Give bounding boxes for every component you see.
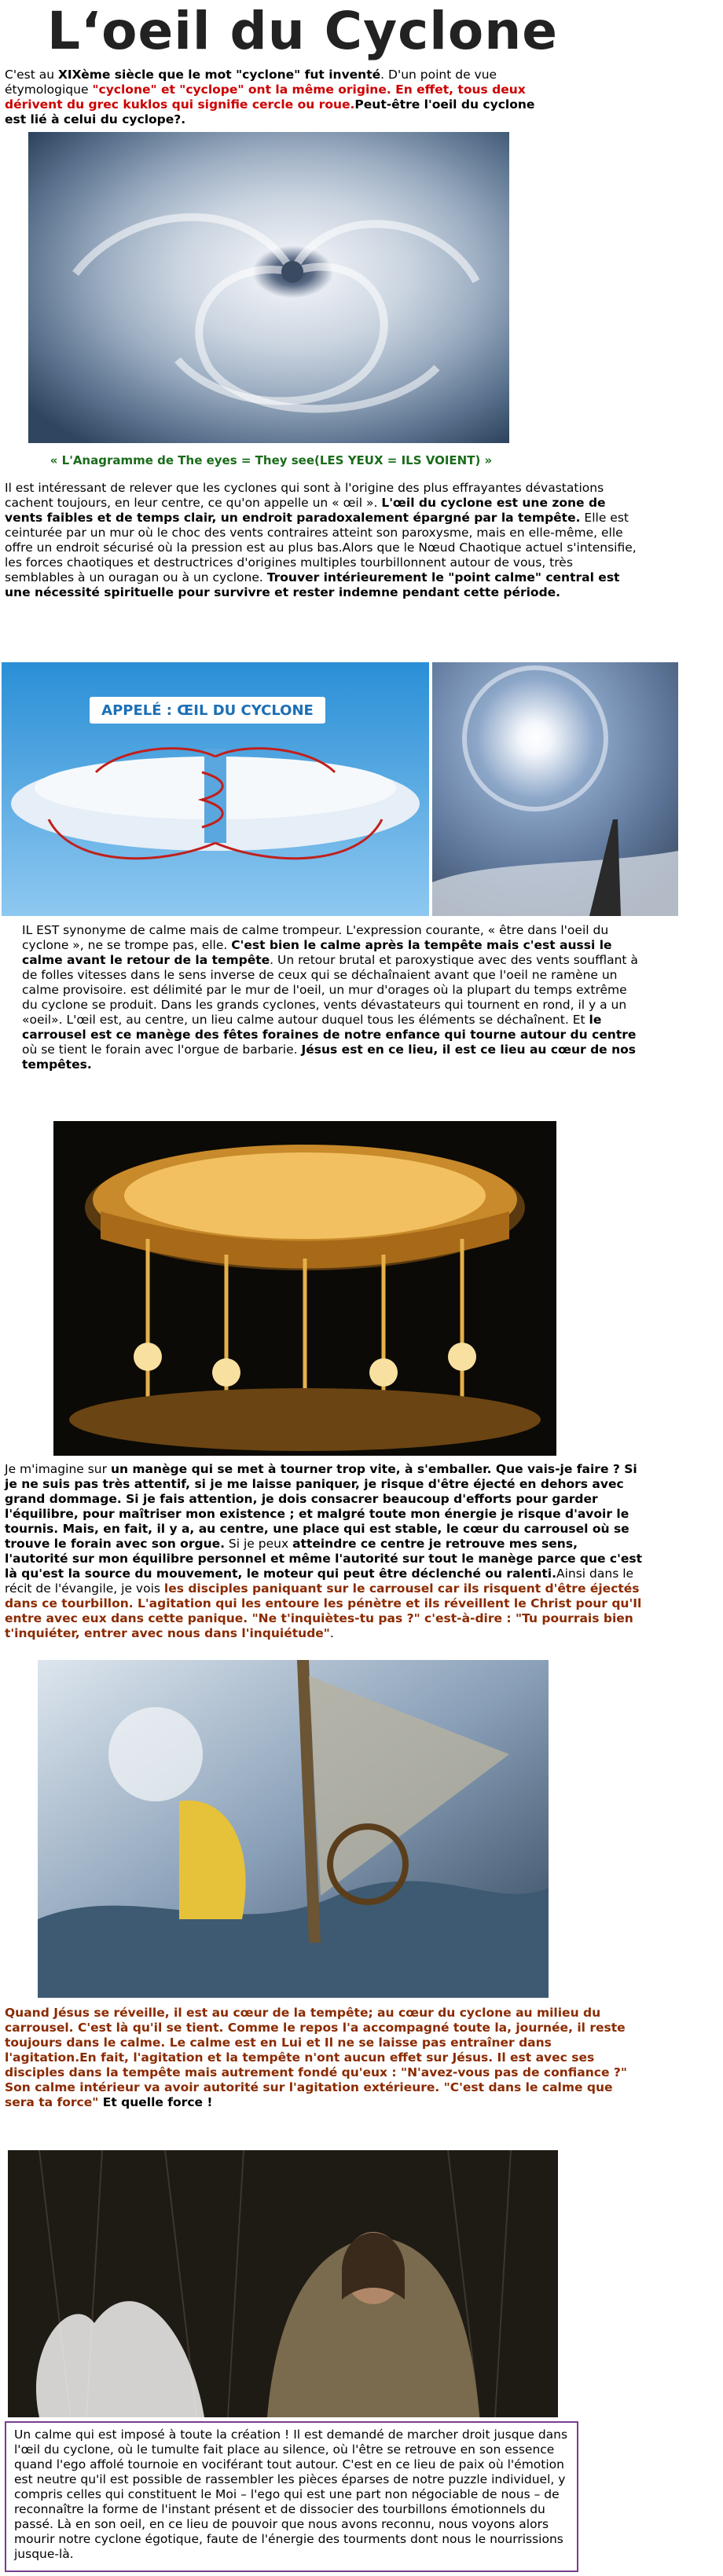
s3-bold-1: C'est bien le calme après la tempête mais c'est aussi le calme avant le retour de la tempête <box>22 938 612 967</box>
cyclone-diagram-image <box>2 662 429 916</box>
s4-bold-2: atteindre ce centre je retrouve mes sens, l'autorité sur mon équilibre personnel et même l'autorité sur tout le manège parce que c'est là qu'est la source du mouvement, le moteur qui peut être déclenché ou ralenti. <box>5 1537 642 1581</box>
intro-century: XIXème siècle que le mot "cyclone" fut inventé <box>57 68 381 82</box>
s3-bold-2: le carrousel est ce manège des fêtes foraines de notre enfance qui tourne autour du centre <box>22 1013 637 1042</box>
intro-paragraph <box>5 68 555 127</box>
section-2-paragraph <box>5 481 643 600</box>
s2-bold-1: L'œil du cyclone est une zone de vents faibles et de temps clair, un endroit paradoxalement épargné par la tempête. <box>5 496 606 525</box>
s4-text-4: . <box>329 1626 334 1640</box>
section-6-box <box>5 2421 578 2572</box>
s5-dark-text: Quand Jésus se réveille, il est au cœur de la tempête; au cœur du cyclone au milieu du carrousel. C'est là qu'il se tient. Comme le repos l'a accompagné toute la, journée, il reste toujours dans le calme. Le calme est en Lui et Il ne se laisse pas entraîner dans l'agitation.En fait, l'agitation et la tempête n'ont aucun effet sur Jésus. Il est avec ses disciples dans la tempête mais autrement fondé qu'eux : "N'avez-vous pas de confiance ?" Son calme intérieur va avoir autorité sur l'agitation extérieure. "C'est dans le calme que sera ta force" <box>5 2006 627 2109</box>
s4-text-1: Je m'imagine sur <box>5 1462 111 1476</box>
section-5-paragraph <box>5 2006 643 2110</box>
diagram-label: APPELÉ : ŒIL DU CYCLONE <box>101 702 314 719</box>
s5-text-1: Et quelle force ! <box>98 2095 213 2109</box>
s3-text-3: où se tient le forain avec l'orgue de barbarie. <box>22 1042 302 1057</box>
sky-sun-image <box>432 662 678 916</box>
anagram-caption: « L'Anagramme de The eyes = They see(LES YEUX = ILS VOIENT) » <box>50 453 493 467</box>
carousel-image <box>53 1121 556 1456</box>
storm-ship-painting <box>38 1660 549 1998</box>
s6-text: Un calme qui est imposé à toute la création ! Il est demandé de marcher droit jusque dans l'œil du cyclone, où le tumulte fait place au silence, où l'être se retrouve en son essence quand l'ego affolé tournoie en vociférant tout autour. C'est en ce lieu de paix où l'émotion est neutre qu'il est possible de rassembler les pièces éparses de notre puzzle individuel, y compris celles qui constituent le Moi – l'ego qui est une part non négociable de nous – de reconnaître la forme de l'instant présent et de dissocier des tourbillons émotionnels du passé. Là en son oeil, en ce lieu de pouvoir que nous avons reconnu, nous voyons alors mourir notre cyclone égotique, faute de l'énergie des tourments dont nous le nourrissions jusque-là. <box>14 2428 568 2561</box>
intro-text-1: C'est au <box>5 68 58 82</box>
s2-text-1: Il est intéressant de relever que les cyclones qui sont à l'origine des plus effrayantes dévastations cachent toujours, en leur centre, ce qu'on appelle un « œil ». <box>5 481 604 510</box>
s4-disciples-text: les disciples paniquant sur le carrousel car ils risquent d'être éjectés dans ce tourbillon. L'agitation qui les entoure les pénètre et ils réveillent le Christ pour qu'Il entre avec eux dans cette panique. "Ne t'inquiètes-tu pas ?" c'est-à-dire : "Tu pourrais bien t'inquiéter, entrer avec nous dans l'inquiétude" <box>5 1581 642 1640</box>
section-4-paragraph <box>5 1462 643 1641</box>
section-3-paragraph <box>22 923 643 1072</box>
s4-text-3: Ainsi dans le récit de l'évangile, je vois <box>5 1566 634 1596</box>
intro-text-3: Peut-être l'oeil du cyclone est lié à celui du cyclope?. <box>5 97 535 126</box>
jesus-praying-image <box>8 2150 558 2417</box>
s4-bold-1: un manège qui se met à tourner trop vite, à s'emballer. Que vais-je faire ? Si je ne suis pas très attentif, si je me laisse paniquer, je risque d'être éjecté en dehors avec grand dommage. Si je fais attention, je dois consacrer beaucoup d'efforts pour garder l'équilibre, pour maîtriser mon existence ; et malgré toute mon énergie je risque d'avoir le tournis. Mais, en fait, il y a, au centre, une place qui est stable, le cœur du carrousel où se trouve le forain avec son orgue. <box>5 1462 637 1551</box>
page-title: L‘oeil du Cyclone <box>47 1 558 61</box>
cyclone-satellite-image <box>28 132 509 443</box>
s3-text-1: IL EST synonyme de calme mais de calme trompeur. L'expression courante, « être dans l'oeil du cyclone », ne se trompe pas, elle. <box>22 923 609 952</box>
s3-text-2: . Un retour brutal et paroxystique avec des vents soufflant à de folles vitesses dans le sens inverse de ceux qui se déchaînaient avant que l'oeil ne ramène un calme provisoire. est délimité par le mur de l'oeil, un mur d'orages où la plupart du temps extrême du cyclone se produit. Dans les grands cyclones, vents dévastateurs qui tournent en rond, il y a un «oeil». L'œil est, au centre, un lieu calme autour duquel tous les éléments se déchaînent. Et <box>22 953 638 1027</box>
intro-text-2: . D'un point de vue étymologique <box>5 68 497 97</box>
s3-bold-3: Jésus est en ce lieu, il est ce lieu au cœur de nos tempêtes. <box>22 1042 636 1072</box>
s2-text-2: Elle est ceinturée par un mur où le choc des vents contraires atteint son paroxysme, mais en elle-même, elle offre un endroit sécurisé où la pression est au plus bas.Alors que le Nœud Chaotique actuel s'intensifie, les forces chaotiques et destructrices d'origines multiples tourbillonnent autour de vous, très semblables à un ouragan ou à un cyclone. <box>5 511 637 584</box>
intro-red-text: "cyclone" et "cyclope" ont la même origine. En effet, tous deux dérivent du grec kuklos qui signifie cercle ou roue. <box>5 82 526 112</box>
s2-bold-2: Trouver intérieurement le "point calme" central est une nécessité spirituelle pour survivre et rester indemne pendant cette période. <box>5 570 620 599</box>
s4-text-2: Si je peux <box>225 1537 293 1551</box>
